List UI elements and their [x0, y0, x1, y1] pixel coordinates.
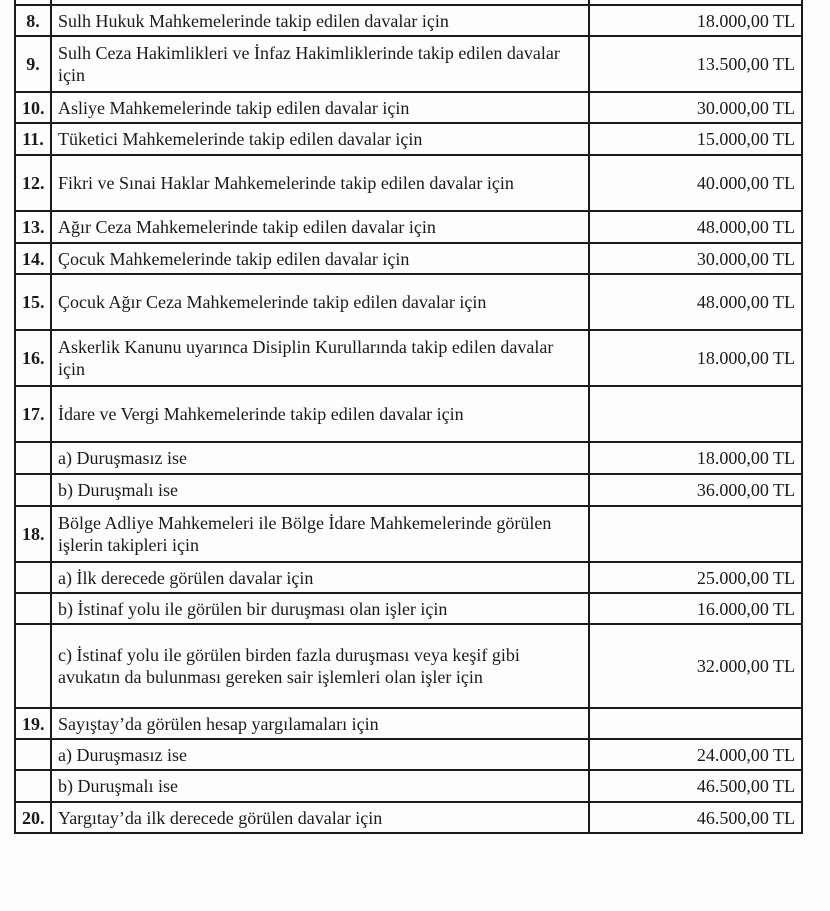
row-amount: 48.000,00 TL — [589, 211, 802, 243]
row-amount: 18.000,00 TL — [589, 442, 802, 474]
row-number: 19. — [15, 708, 51, 739]
row-number: 12. — [15, 155, 51, 211]
row-amount: 36.000,00 TL — [589, 474, 802, 506]
table-subrow — [15, 739, 802, 770]
row-description: İdare ve Vergi Mahkemelerinde takip edilen davalar için — [51, 386, 589, 442]
row-amount: 24.000,00 TL — [589, 739, 802, 770]
table-row — [15, 243, 802, 274]
row-number — [15, 474, 51, 506]
row-number: 15. — [15, 274, 51, 330]
row-description: Tüketici Mahkemelerinde takip edilen davalar için — [51, 123, 589, 155]
table-row — [15, 330, 802, 386]
row-amount: 25.000,00 TL — [589, 562, 802, 593]
row-amount — [589, 386, 802, 442]
table-subrow — [15, 593, 802, 624]
row-number: 14. — [15, 243, 51, 274]
row-number: 9. — [15, 36, 51, 92]
row-number: 10. — [15, 92, 51, 123]
row-description: a) İlk derecede görülen davalar için — [51, 562, 589, 593]
table-row — [15, 506, 802, 562]
row-amount: 46.500,00 TL — [589, 770, 802, 802]
table-row — [15, 36, 802, 92]
row-description: Fikri ve Sınai Haklar Mahkemelerinde takip edilen davalar için — [51, 155, 589, 211]
table-row — [15, 155, 802, 211]
row-number: 8. — [15, 5, 51, 36]
table-row — [15, 386, 802, 442]
row-description: Sulh Ceza Hakimlikleri ve İnfaz Hakimliklerinde takip edilen davalar için — [51, 36, 589, 92]
table-row — [15, 211, 802, 243]
row-description: Yargıtay’da ilk derecede görülen davalar için — [51, 802, 589, 833]
row-amount — [589, 708, 802, 739]
row-number — [15, 624, 51, 708]
row-number — [15, 739, 51, 770]
table-subrow — [15, 474, 802, 506]
row-amount: 30.000,00 TL — [589, 243, 802, 274]
row-amount: 46.500,00 TL — [589, 802, 802, 833]
table-subrow — [15, 770, 802, 802]
row-number: 13. — [15, 211, 51, 243]
row-amount: 15.000,00 TL — [589, 123, 802, 155]
table-row — [15, 123, 802, 155]
table-subrow — [15, 624, 802, 708]
fee-table — [14, 0, 803, 834]
row-amount: 48.000,00 TL — [589, 274, 802, 330]
row-number: 16. — [15, 330, 51, 386]
row-amount: 32.000,00 TL — [589, 624, 802, 708]
row-description: a) Duruşmasız ise — [51, 739, 589, 770]
row-description: b) Duruşmalı ise — [51, 474, 589, 506]
row-description: b) İstinaf yolu ile görülen bir duruşması olan işler için — [51, 593, 589, 624]
row-amount: 13.500,00 TL — [589, 36, 802, 92]
row-amount: 16.000,00 TL — [589, 593, 802, 624]
row-number — [15, 442, 51, 474]
row-amount: 18.000,00 TL — [589, 330, 802, 386]
table-subrow — [15, 562, 802, 593]
row-description: Asliye Mahkemelerinde takip edilen davalar için — [51, 92, 589, 123]
row-description: c) İstinaf yolu ile görülen birden fazla duruşması veya keşif gibi avukatın da bulunması gereken sair işlemleri olan işler için — [51, 624, 589, 708]
row-description: b) Duruşmalı ise — [51, 770, 589, 802]
row-description: Askerlik Kanunu uyarınca Disiplin Kurullarında takip edilen davalar için — [51, 330, 589, 386]
table-subrow — [15, 442, 802, 474]
row-amount: 18.000,00 TL — [589, 5, 802, 36]
row-amount: 30.000,00 TL — [589, 92, 802, 123]
row-number — [15, 770, 51, 802]
row-number: 18. — [15, 506, 51, 562]
table-row — [15, 92, 802, 123]
table-row — [15, 5, 802, 36]
row-number — [15, 593, 51, 624]
row-number: 11. — [15, 123, 51, 155]
row-description: Sulh Hukuk Mahkemelerinde takip edilen davalar için — [51, 5, 589, 36]
table-row — [15, 802, 802, 833]
row-description: a) Duruşmasız ise — [51, 442, 589, 474]
row-description: Ağır Ceza Mahkemelerinde takip edilen davalar için — [51, 211, 589, 243]
row-description: Bölge Adliye Mahkemeleri ile Bölge İdare Mahkemelerinde görülen işlerin takipleri için — [51, 506, 589, 562]
row-amount — [589, 506, 802, 562]
table-row — [15, 274, 802, 330]
row-number: 20. — [15, 802, 51, 833]
row-description: Çocuk Mahkemelerinde takip edilen davalar için — [51, 243, 589, 274]
row-description: Sayıştay’da görülen hesap yargılamaları için — [51, 708, 589, 739]
row-number: 17. — [15, 386, 51, 442]
row-description: Çocuk Ağır Ceza Mahkemelerinde takip edilen davalar için — [51, 274, 589, 330]
row-amount: 40.000,00 TL — [589, 155, 802, 211]
table-row — [15, 708, 802, 739]
row-number — [15, 562, 51, 593]
